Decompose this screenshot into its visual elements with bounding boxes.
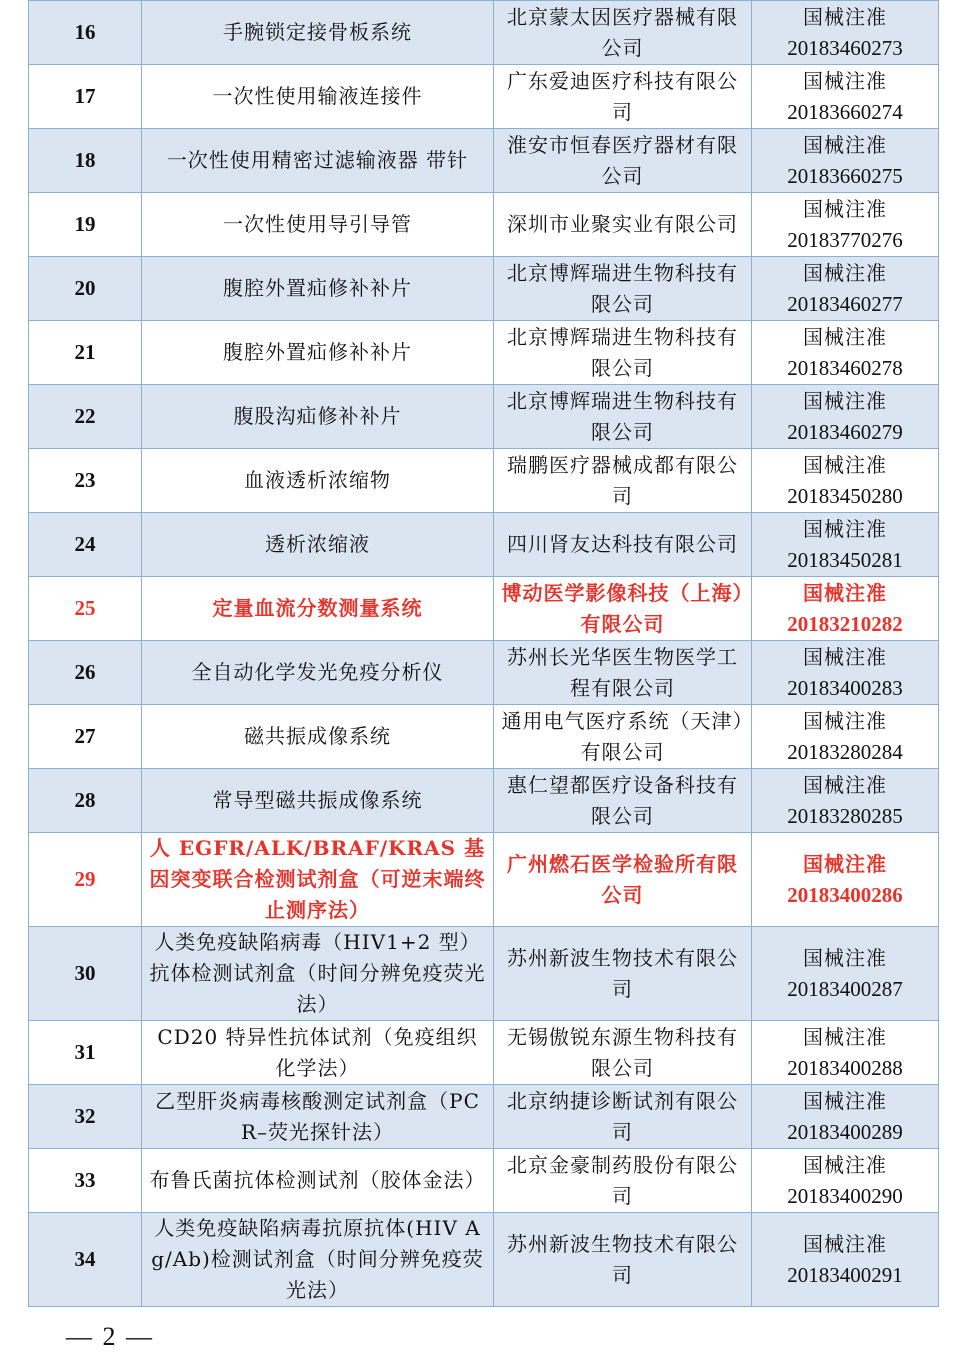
product-name: 人类免疫缺陷病毒抗原抗体(HIV Ag/Ab)检测试剂盒（时间分辨免疫荧光法）: [142, 1213, 494, 1307]
registration-code: 20183460279: [787, 419, 903, 444]
registration-code: 20183280285: [787, 803, 903, 828]
table-row: [29, 1149, 939, 1213]
registration-code: 20183460277: [787, 291, 903, 316]
product-name: CD20 特异性抗体试剂（免疫组织化学法）: [142, 1021, 494, 1085]
company-name: 淮安市恒春医疗器材有限公司: [494, 129, 752, 193]
registration-label: 国械注准: [803, 644, 887, 669]
table-row: [29, 321, 939, 385]
registration-number: [752, 927, 939, 1021]
company-name: 苏州长光华医生物医学工程有限公司: [494, 641, 752, 705]
product-name: 手腕锁定接骨板系统: [142, 1, 494, 65]
table-row: [29, 65, 939, 129]
row-number: 30: [29, 927, 142, 1021]
product-name: 一次性使用导引导管: [142, 193, 494, 257]
table-row: [29, 513, 939, 577]
registration-code: 20183210282: [787, 611, 903, 636]
registration-code: 20183400290: [787, 1183, 903, 1208]
table-row: [29, 1213, 939, 1307]
registration-number: [752, 129, 939, 193]
company-name: 北京纳捷诊断试剂有限公司: [494, 1085, 752, 1149]
row-number: 28: [29, 769, 142, 833]
registration-label: 国械注准: [803, 1152, 887, 1177]
registration-label: 国械注准: [803, 132, 887, 157]
product-name: 定量血流分数测量系统: [142, 577, 494, 641]
company-name: 北京博辉瑞进生物科技有限公司: [494, 385, 752, 449]
registration-code: 20183400288: [787, 1055, 903, 1080]
product-name: 人类免疫缺陷病毒（HIV1+2 型）抗体检测试剂盒（时间分辨免疫荧光法）: [142, 927, 494, 1021]
registration-number: [752, 321, 939, 385]
registration-code: 20183400289: [787, 1119, 903, 1144]
product-name: 磁共振成像系统: [142, 705, 494, 769]
registration-number: [752, 1, 939, 65]
table-row: [29, 769, 939, 833]
row-number: 19: [29, 193, 142, 257]
registration-number: [752, 385, 939, 449]
registration-label: 国械注准: [803, 516, 887, 541]
registration-label: 国械注准: [803, 945, 887, 970]
product-name: 常导型磁共振成像系统: [142, 769, 494, 833]
row-number: 16: [29, 1, 142, 65]
company-name: 北京博辉瑞进生物科技有限公司: [494, 321, 752, 385]
company-name: 通用电气医疗系统（天津）有限公司: [494, 705, 752, 769]
table-row: [29, 1021, 939, 1085]
table-row: [29, 257, 939, 321]
registration-label: 国械注准: [803, 68, 887, 93]
registration-number: [752, 1149, 939, 1213]
table-row: [29, 1, 939, 65]
registration-table: [28, 0, 939, 1307]
table-row: [29, 705, 939, 769]
product-name: 布鲁氏菌抗体检测试剂（胶体金法）: [142, 1149, 494, 1213]
row-number: 17: [29, 65, 142, 129]
registration-label: 国械注准: [803, 260, 887, 285]
row-number: 27: [29, 705, 142, 769]
registration-number: [752, 65, 939, 129]
row-number: 26: [29, 641, 142, 705]
registration-code: 20183280284: [787, 739, 903, 764]
table-row: [29, 927, 939, 1021]
registration-code: 20183770276: [787, 227, 903, 252]
registration-number: [752, 769, 939, 833]
registration-number: [752, 449, 939, 513]
company-name: 北京金豪制药股份有限公司: [494, 1149, 752, 1213]
table-row: [29, 449, 939, 513]
product-name: 腹股沟疝修补补片: [142, 385, 494, 449]
row-number: 21: [29, 321, 142, 385]
product-name: 血液透析浓缩物: [142, 449, 494, 513]
table-row: [29, 193, 939, 257]
registration-number: [752, 641, 939, 705]
registration-label: 国械注准: [803, 4, 887, 29]
registration-number: [752, 1085, 939, 1149]
table-row: [29, 641, 939, 705]
company-name: 深圳市业聚实业有限公司: [494, 193, 752, 257]
product-name: 人 EGFR/ALK/BRAF/KRAS 基因突变联合检测试剂盒（可逆末端终止测序法）: [142, 833, 494, 927]
product-name: 腹腔外置疝修补补片: [142, 257, 494, 321]
company-name: 北京博辉瑞进生物科技有限公司: [494, 257, 752, 321]
row-number: 31: [29, 1021, 142, 1085]
registration-number: [752, 193, 939, 257]
company-name: 苏州新波生物技术有限公司: [494, 927, 752, 1021]
registration-label: 国械注准: [803, 1231, 887, 1256]
registration-code: 20183400283: [787, 675, 903, 700]
table-row: [29, 577, 939, 641]
product-name: 透析浓缩液: [142, 513, 494, 577]
registration-code: 20183450280: [787, 483, 903, 508]
company-name: 惠仁望都医疗设备科技有限公司: [494, 769, 752, 833]
company-name: 广州燃石医学检验所有限公司: [494, 833, 752, 927]
registration-label: 国械注准: [803, 851, 887, 876]
company-name: 瑞鹏医疗器械成都有限公司: [494, 449, 752, 513]
product-name: 一次性使用精密过滤输液器 带针: [142, 129, 494, 193]
registration-number: [752, 833, 939, 927]
row-number: 20: [29, 257, 142, 321]
registration-code: 20183660274: [787, 99, 903, 124]
table-row: [29, 1085, 939, 1149]
registration-label: 国械注准: [803, 324, 887, 349]
table-row: [29, 385, 939, 449]
registration-code: 20183460278: [787, 355, 903, 380]
registration-code: 20183660275: [787, 163, 903, 188]
row-number: 33: [29, 1149, 142, 1213]
row-number: 25: [29, 577, 142, 641]
table-body: [29, 1, 939, 1307]
table-row: [29, 833, 939, 927]
row-number: 29: [29, 833, 142, 927]
registration-label: 国械注准: [803, 1088, 887, 1113]
page-number: — 2 —: [66, 1322, 154, 1351]
row-number: 24: [29, 513, 142, 577]
company-name: 苏州新波生物技术有限公司: [494, 1213, 752, 1307]
company-name: 广东爱迪医疗科技有限公司: [494, 65, 752, 129]
company-name: 四川肾友达科技有限公司: [494, 513, 752, 577]
table-row: [29, 129, 939, 193]
registration-number: [752, 513, 939, 577]
registration-code: 20183460273: [787, 35, 903, 60]
company-name: 无锡傲锐东源生物科技有限公司: [494, 1021, 752, 1085]
row-number: 32: [29, 1085, 142, 1149]
registration-code: 20183400286: [787, 882, 903, 907]
row-number: 23: [29, 449, 142, 513]
company-name: 北京蒙太因医疗器械有限公司: [494, 1, 752, 65]
company-name: 博动医学影像科技（上海）有限公司: [494, 577, 752, 641]
product-name: 一次性使用输液连接件: [142, 65, 494, 129]
registration-table-container: [28, 0, 938, 1307]
registration-number: [752, 1213, 939, 1307]
product-name: 乙型肝炎病毒核酸测定试剂盒（PCR–荧光探针法）: [142, 1085, 494, 1149]
registration-label: 国械注准: [803, 772, 887, 797]
row-number: 34: [29, 1213, 142, 1307]
registration-label: 国械注准: [803, 580, 887, 605]
registration-label: 国械注准: [803, 452, 887, 477]
registration-code: 20183400287: [787, 976, 903, 1001]
registration-label: 国械注准: [803, 388, 887, 413]
registration-code: 20183450281: [787, 547, 903, 572]
registration-number: [752, 577, 939, 641]
row-number: 22: [29, 385, 142, 449]
registration-number: [752, 1021, 939, 1085]
product-name: 全自动化学发光免疫分析仪: [142, 641, 494, 705]
registration-code: 20183400291: [787, 1262, 903, 1287]
row-number: 18: [29, 129, 142, 193]
registration-number: [752, 705, 939, 769]
registration-label: 国械注准: [803, 196, 887, 221]
registration-label: 国械注准: [803, 1024, 887, 1049]
registration-number: [752, 257, 939, 321]
product-name: 腹腔外置疝修补补片: [142, 321, 494, 385]
registration-label: 国械注准: [803, 708, 887, 733]
